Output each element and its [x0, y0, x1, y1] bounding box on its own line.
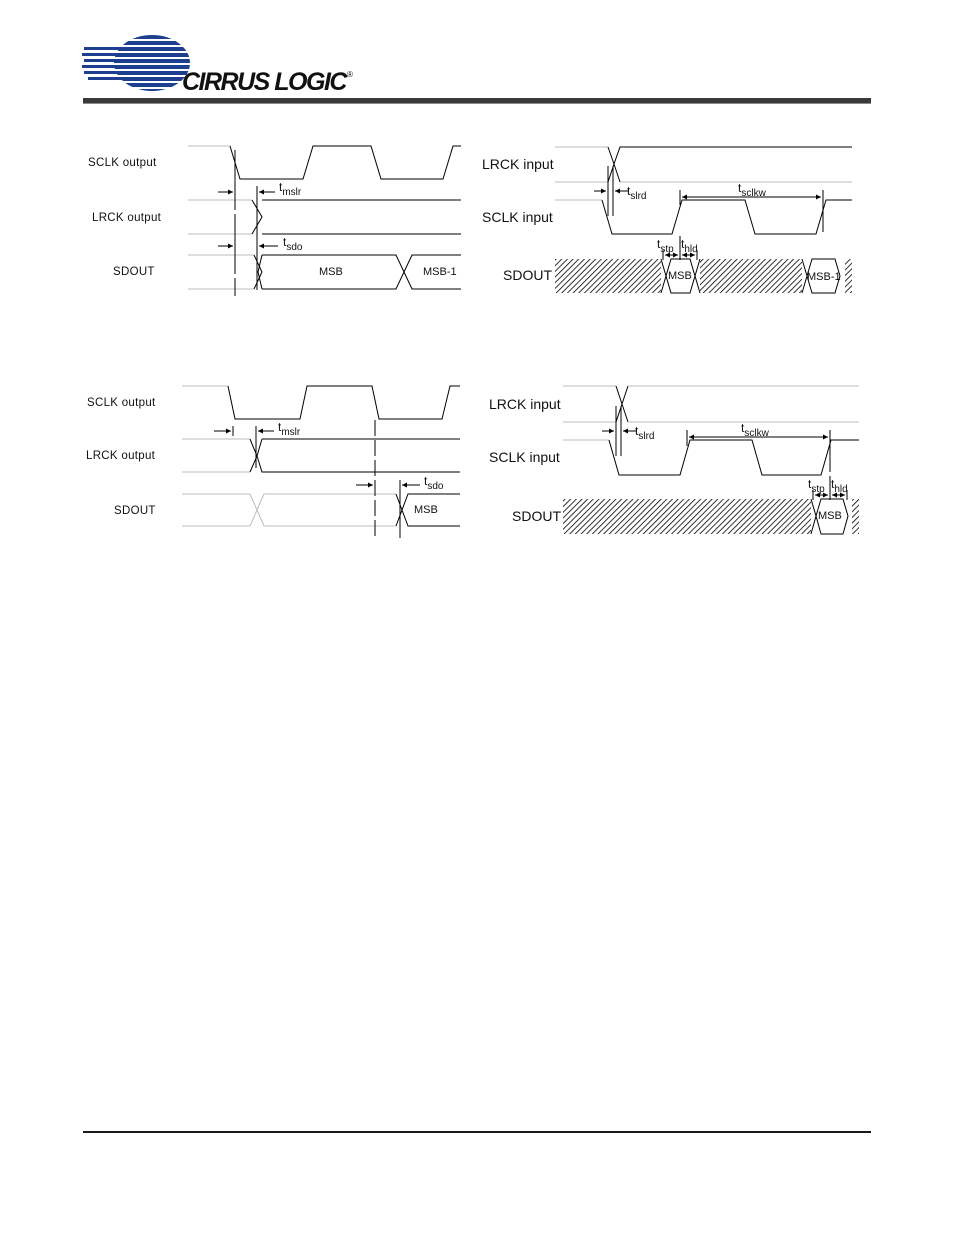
sclk-waveform [182, 386, 460, 419]
timing-t-sdo: $t_{sdo}$ [424, 474, 444, 492]
brand-name: CIRRUS LOGIC [182, 68, 346, 96]
data-msb: MSB [319, 266, 343, 278]
sclk-input-waveform [555, 200, 852, 234]
signal-label-sclk-input: SCLK input [482, 209, 553, 225]
timing-t-sclkw: $t_{sclkw}$ [741, 421, 769, 439]
diagram-bottom-left [86, 386, 460, 538]
signal-label-sdout: SDOUT [113, 266, 155, 278]
signal-label-sdout: SDOUT [512, 508, 561, 524]
data-msb-1: MSB-1 [807, 271, 841, 283]
timing-t-slrd: $t_{slrd}$ [635, 424, 655, 442]
timing-diagrams [0, 0, 954, 600]
timing-t-hld: $t_{hld}$ [681, 237, 698, 255]
lrck-waveform [188, 200, 461, 234]
signal-label-sclk-input: SCLK input [489, 449, 560, 465]
lrck-input-waveform [555, 147, 852, 182]
timing-t-mslr: $t_{mslr}$ [279, 180, 302, 198]
data-msb: MSB [818, 510, 842, 522]
sclk-waveform [188, 146, 461, 179]
data-msb-1: MSB-1 [423, 266, 457, 278]
signal-label-lrck-output: LRCK output [92, 212, 162, 224]
timing-t-slrd: $t_{slrd}$ [627, 184, 647, 202]
diagram-top-left [88, 146, 461, 296]
data-msb: MSB [668, 270, 692, 282]
signal-label-lrck-output: LRCK output [86, 450, 156, 462]
sclk-input-waveform [563, 440, 859, 475]
diagram-top-right [482, 147, 852, 293]
lrck-input-waveform [563, 386, 859, 422]
registered-mark: ® [347, 70, 353, 79]
sdout-input-waveform [563, 499, 859, 534]
timing-t-stp: $t_{stp}$ [808, 477, 825, 495]
timing-t-sclkw: $t_{sclkw}$ [738, 181, 766, 199]
signal-label-sdout: SDOUT [503, 267, 552, 283]
timing-t-stp: $t_{stp}$ [657, 237, 674, 255]
timing-t-hld: $t_{hld}$ [831, 477, 848, 495]
timing-t-sdo: $t_{sdo}$ [283, 235, 303, 253]
timing-t-mslr: $t_{mslr}$ [278, 420, 301, 438]
data-msb: MSB [414, 504, 438, 516]
footer-rule [83, 1131, 871, 1133]
signal-label-sclk-output: SCLK output [87, 397, 156, 409]
signal-label-sdout: SDOUT [114, 505, 156, 517]
signal-label-lrck-input: LRCK input [489, 396, 561, 412]
diagram-bottom-right [489, 386, 859, 534]
signal-label-sclk-output: SCLK output [88, 157, 157, 169]
signal-label-lrck-input: LRCK input [482, 156, 554, 172]
lrck-waveform [182, 439, 460, 472]
